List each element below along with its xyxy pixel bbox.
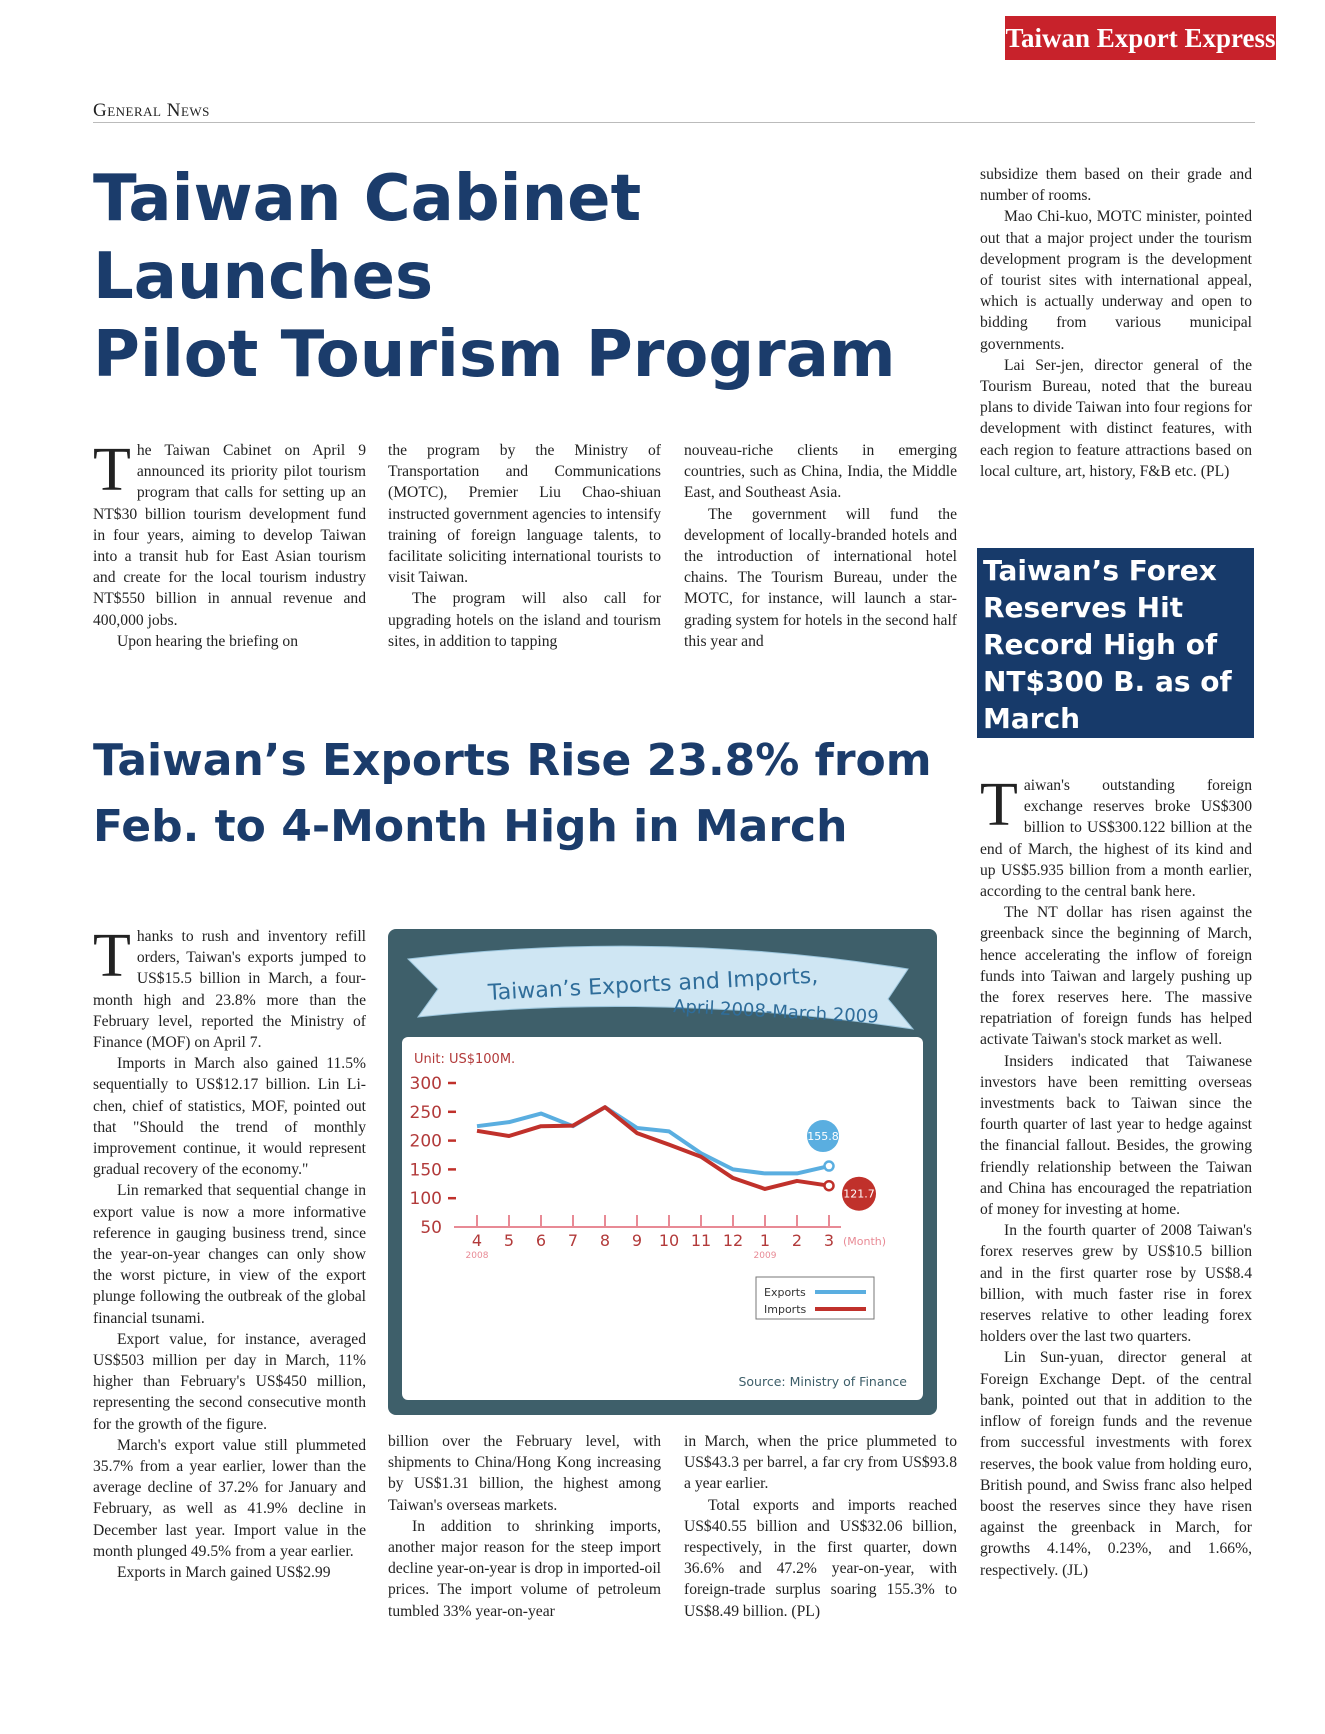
imports-callout-label: 121.7 [843, 1187, 875, 1201]
article1-column-4 [980, 164, 1252, 482]
chart-source: Source: Ministry of Finance [738, 1374, 907, 1389]
article1-column-1 [93, 436, 366, 652]
article2-col3-p2: Total exports and imports reached US$40.55 billion and US$32.06 billion, respectively, in the first quarter, down 36.6% and 47.2% year-on-year, with foreign-trade surplus soaring 155.3% to US$8.49 billion. (PL) [684, 1496, 957, 1620]
article1-col1-p1: he Taiwan Cabinet on April 9 announced its priority pilot tourism program that calls for setting up an NT$30 billion tourism development fund in four years, aiming to develop Taiwan into a transit hub for East Asian tourism and create for the local tourism industry NT$550 billion in annual revenue and 400,000 jobs. [93, 442, 366, 629]
chart-y-axis [410, 1074, 456, 1238]
x-tick-label: 12 [722, 1231, 744, 1250]
article2-column-3 [684, 1431, 957, 1622]
article2-col1-p4: Export value, for instance, averaged US$503 million per day in March, 11% higher than February's US$450 million, representing the second consecutive month for the growth of the figure. [93, 1330, 366, 1433]
article2-col1-p3: Lin remarked that sequential change in export value is now a more informative reference in gauging business trend, since the year-on-year changes can only show the worst picture, in view of the export plunge following the outbreak of the global financial tsunami. [93, 1182, 366, 1327]
article2-col2-p2: In addition to shrinking imports, another major reason for the steep import decline year-on-year is drop in imported-oil prices. The import volume of petroleum tumbled 33% year-on-year [388, 1517, 661, 1620]
exports-end-point [825, 1162, 834, 1171]
x-tick-label: 1 [759, 1231, 771, 1250]
article1-col1-p2: Upon hearing the briefing on [117, 632, 299, 650]
article1-title [93, 160, 973, 394]
legend-label-exports: Exports [764, 1286, 806, 1299]
article1-column-3 [684, 440, 957, 652]
article1-col3-p1: nouveau-riche clients in emerging countries, such as China, India, the Middle East, and Southeast Asia. [684, 442, 957, 502]
x-tick-label: 11 [690, 1231, 712, 1250]
article1-dropcap: T [93, 436, 131, 504]
article3-p4: In the fourth quarter of 2008 Taiwan's forex reserves grew by US$10.5 billion and in the first quarter rose by US$8.4 billion, with much faster rise in forex reserves relative to other leading forex holders over the last two quarters. [980, 1222, 1252, 1346]
article1-col4-p3: Lai Ser-jen, director general of the Tourism Bureau, noted that the bureau plans to divide Taiwan into four regions for development with distinct features, with each region to feature attractions based on local culture, art, history, F&B etc. (PL) [980, 356, 1252, 480]
exports-imports-chart [388, 929, 937, 1415]
article2-dropcap: T [93, 922, 131, 990]
article1-col4-p1: subsidize them based on their grade and number of rooms. [980, 166, 1252, 205]
x-tick-label: 9 [631, 1231, 643, 1250]
chart-x-axis [454, 1215, 886, 1261]
exports-callout-label: 155.8 [807, 1130, 839, 1144]
article2-title-line2: Feb. to 4-Month High in March [93, 801, 848, 852]
article1-col2-p2: The program will also call for upgrading hotels on the island and tourism sites, in addition to tapping [388, 590, 661, 650]
article3-title: Taiwan’s Forex Reserves Hit Record High of NT$300 B. as of March [983, 554, 1232, 735]
article3-column [980, 771, 1252, 1581]
header-divider [93, 122, 1255, 123]
article3-p3: Insiders indicated that Taiwanese investors have been remitting overseas investments back to Taiwan since the fourth quarter of last year to hedge against the financial fallout. Besides, the growing friendly relationship between the Taiwan and China has encouraged the repatriation of money for investing at home. [980, 1052, 1252, 1219]
chart-legend [756, 1277, 874, 1319]
article3-title-box [977, 548, 1254, 738]
x-tick-label: 3 [823, 1231, 835, 1250]
article1-col4-p2: Mao Chi-kuo, MOTC minister, pointed out that a major project under the tourism development program is the development of tourist sites with international appeal, which is actually underway and open to bidding from various municipal governments. [980, 208, 1252, 353]
article2-column-1 [93, 922, 366, 1583]
y-tick-label: 150 [409, 1160, 442, 1181]
x-tick-label: 7 [567, 1231, 579, 1250]
article2-col1-p2: Imports in March also gained 11.5% sequentially to US$12.17 billion. Lin Li-chen, chief of statistics, MOF, pointed out that "Should the trend of monthly improvement continue, it would represent gradual recovery of the economy." [93, 1055, 366, 1179]
section-label: General News [93, 100, 210, 121]
year-label-2008: 2008 [465, 1251, 489, 1261]
article2-title-line1: Taiwan’s Exports Rise 23.8% from [93, 735, 932, 786]
article3-p1: aiwan's outstanding foreign exchange reserves broke US$300 billion to US$300.122 billion at the end of March, the highest of its kind and up US$5.935 billion from a month earlier, according to the central bank here. [980, 777, 1252, 901]
imports-line [477, 1107, 829, 1189]
article1-column-2 [388, 440, 661, 652]
chart-unit-label: Unit: US$100M. [414, 1052, 516, 1067]
y-tick-label: 100 [409, 1189, 442, 1210]
imports-end-point [825, 1181, 834, 1190]
article1-col2-p1: the program by the Ministry of Transportation and Communications (MOTC), Premier Liu Chao-shiuan instructed government agencies to intensify training of foreign language talents, to facilitate soliciting international tourists to visit Taiwan. [388, 442, 661, 587]
x-tick-label: 4 [471, 1231, 483, 1250]
article3-dropcap: T [980, 771, 1018, 839]
x-tick-label: 10 [658, 1231, 680, 1250]
y-tick-label: 200 [409, 1131, 442, 1152]
x-tick-label: 6 [535, 1231, 547, 1250]
article2-col3-p1: in March, when the price plummeted to US$43.3 per barrel, a far cry from US$93.8 a year earlier. [684, 1433, 957, 1493]
article1-title-line2: Pilot Tourism Program [93, 318, 896, 393]
article2-col1-p5: March's export value still plummeted 35.7% from a year earlier, lower than the average decline of 37.2% for January and February, as well as 41.9% decline in December last year. Import value in the month plunged 49.5% from a year earlier. [93, 1436, 366, 1560]
article2-column-2 [388, 1431, 661, 1622]
x-tick-label: 8 [599, 1231, 611, 1250]
x-tick-label: 5 [503, 1231, 515, 1250]
chart-title: Taiwan’s Exports and Imports, [487, 963, 819, 1006]
year-label-2009: 2009 [753, 1251, 777, 1261]
article1-col3-p2: The government will fund the development of locally-branded hotels and the introduction of international hotel chains. The Tourism Bureau, under the MOTC, for instance, will launch a star-grading system for hotels in the second half this year and [684, 505, 957, 650]
chart-plot-panel [402, 1037, 923, 1400]
x-tick-label: 2 [791, 1231, 803, 1250]
article2-col1-p6: Exports in March gained US$2.99 [117, 1564, 331, 1582]
chart-series-lines [477, 1107, 876, 1211]
article2-col2-p1: billion over the February level, with shipments to China/Hong Kong increasing by US$1.31 billion, the highest among Taiwan's overseas markets. [388, 1433, 661, 1514]
article2-title [93, 728, 973, 860]
y-tick-label: 250 [409, 1102, 442, 1123]
chart-title-ribbon [388, 929, 937, 1037]
legend-label-imports: Imports [764, 1303, 807, 1316]
article1-title-line1: Taiwan Cabinet Launches [93, 162, 642, 315]
article2-col1-p1: hanks to rush and inventory refill orders, Taiwan's exports jumped to US$15.5 billion in March, a four-month high and 23.8% more than the February level, reported the Ministry of Finance (MOF) on April 7. [93, 928, 366, 1052]
y-tick-label: 50 [420, 1218, 442, 1238]
chart-subtitle: April 2008-March 2009 [672, 996, 880, 1028]
article3-p5: Lin Sun-yuan, director general at Foreign Exchange Dept. of the central bank, pointed out that in addition to the inflow of foreign funds and the revenue from successful investments with forex reserves, the book value from holding euro, British pound, and Swiss franc also helped boost the reserves since they have risen against the greenback in March, for growths 4.14%, 0.23%, and 1.66%, respectively. (JL) [980, 1349, 1252, 1579]
article3-p2: The NT dollar has risen against the greenback since the beginning of March, hence accelerating the inflow of foreign funds into Taiwan and largely pushing up the forex reserves here. The massive repatriation of foreign funds has helped activate Taiwan's stock market as well. [980, 904, 1252, 1049]
x-unit-label: (Month) [843, 1235, 887, 1248]
y-tick-label: 300 [409, 1074, 442, 1094]
publication-brand: Taiwan Export Express [1005, 16, 1276, 60]
chart-plot [402, 1037, 923, 1400]
